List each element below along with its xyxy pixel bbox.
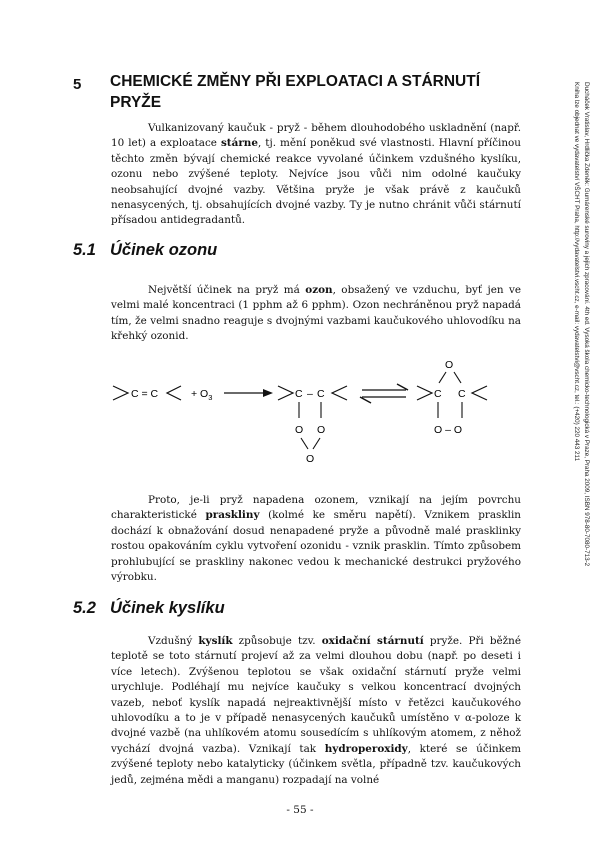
alkene-left-bonds	[113, 386, 128, 400]
ozonolysis-scheme	[100, 350, 520, 470]
side-note-line-2: Kniha lze objednat ve vydavatelství VŠCHT Praha, http://vydavatelstvi.vscht.cz, e-mail: vydavatelstvi@vscht.cz, tel.: (+420) 220 443 211	[573, 82, 580, 462]
section-title: Účinek kyslíku	[110, 599, 225, 617]
molozonide-o-right: O	[317, 424, 326, 436]
side-note-line-1: Ducháček Vratislav, Hrdlička Zdeněk: Gumárenské suroviny a jejich zpracování. 4th ed. Vysoká škola chemicko-technologická v Praze, Praha 2009, ISBN 978-80-7080-713-2	[583, 82, 590, 567]
ozonide-o-o: O – O	[434, 424, 463, 436]
reaction-arrow-head	[263, 389, 273, 397]
ozone-paragraph: Největší účinek na pryž má ozon, obsažený ve vzduchu, byť jen ve velmi malé koncentraci (1 pphm až 6 pphm). Ozon nechráněnou pryž napadá tím, že velmi snadno reaguje s dvojnými vazbami kaučukového uhlovodíku na křehký ozonid.	[111, 284, 521, 343]
molozonide-o-left: O	[295, 424, 304, 436]
chapter-number: 5	[73, 76, 82, 93]
ozonide-o-top: O	[445, 359, 454, 371]
side-copyright-note	[569, 82, 590, 602]
ozonide-c-left: C	[434, 388, 442, 400]
chapter-title: CHEMICKÉ ZMĚNY PŘI EXPLOATACI A STÁRNUTÍ PRYŽE	[110, 73, 481, 111]
intro-paragraph: Vulkanizovaný kaučuk - pryž - během dlouhodobého uskladnění (např. 10 let) a exploatace stárne, tj. mění poněkud své vlastnosti. Hlavní příčinou těchto změn bývají chemické reakce vyvolané účinkem vzdušného kyslíku, ozonu nebo zvýšené teploty. Nejvíce jsou vůči nim odolné kaučuky neobsahující dvojné vazby. Většina pryže je však právě z kaučuků nenasycených, tj. obsahujících dvojné vazby. Ty je nutno chránit vůči stárnutí přísadou antidegradantů.	[111, 122, 522, 227]
ozonide-c-right: C	[458, 388, 466, 400]
alkene-right-bonds	[167, 386, 181, 400]
page-number: - 55 -	[286, 804, 314, 816]
molozonide-c-left: C	[295, 388, 303, 400]
cracks-paragraph: Proto, je-li pryž napadena ozonem, vznikají na jejím povrchu charakteristické praskliny (kolmé ke směru napětí). Vznikem prasklin dochází k obnažování dosud nenapadené pryže a původně malé prasklinky rostou opakováním cyklu vytvoření ozonidu - vznik prasklin. Tímto způsobem prohlubující se praskliny nakonec vedou k mechanické destrukci pryžového výrobku.	[111, 494, 521, 584]
section-number: 5.1	[73, 241, 96, 259]
molozonide-bond: –	[307, 388, 313, 400]
alkene-label: C = C	[131, 388, 159, 400]
molozonide-o-bottom: O	[306, 453, 315, 465]
section-title: Účinek ozonu	[110, 241, 218, 259]
ozone-reagent: + $O_3$	[191, 388, 213, 402]
molozonide-c-right: C	[317, 388, 325, 400]
section-number: 5.2	[73, 599, 96, 617]
oxygen-paragraph: Vzdušný kyslík způsobuje tzv. oxidační stárnutí pryže. Při běžné teplotě se toto stárnutí projeví až za velmi dlouhou dobu (např. po deseti i více letech). Zvýšenou teplotou se však oxidační stárnutí pryže velmi urychluje. Podléhají mu nejvíce kaučuky s velkou koncentrací dvojných vazeb, neboť kyslík napadá nejreaktivnější místo v řetězci kaučukového uhlovodíku a to je v případě nenasycených kaučuků umístěno v α-poloze k dvojné vazbě (na uhlíkovém atomu sousedícím s uhlíkovým atomem, z něhož vychází dvojná vazba). Vznikají tak hydroperoxidy, které se účinkem zvýšené teploty nebo katalyticky (účinkem světla, případně tzv. kaučukových jedů, zejména mědi a manganu) rozpadají na volné	[111, 635, 521, 786]
